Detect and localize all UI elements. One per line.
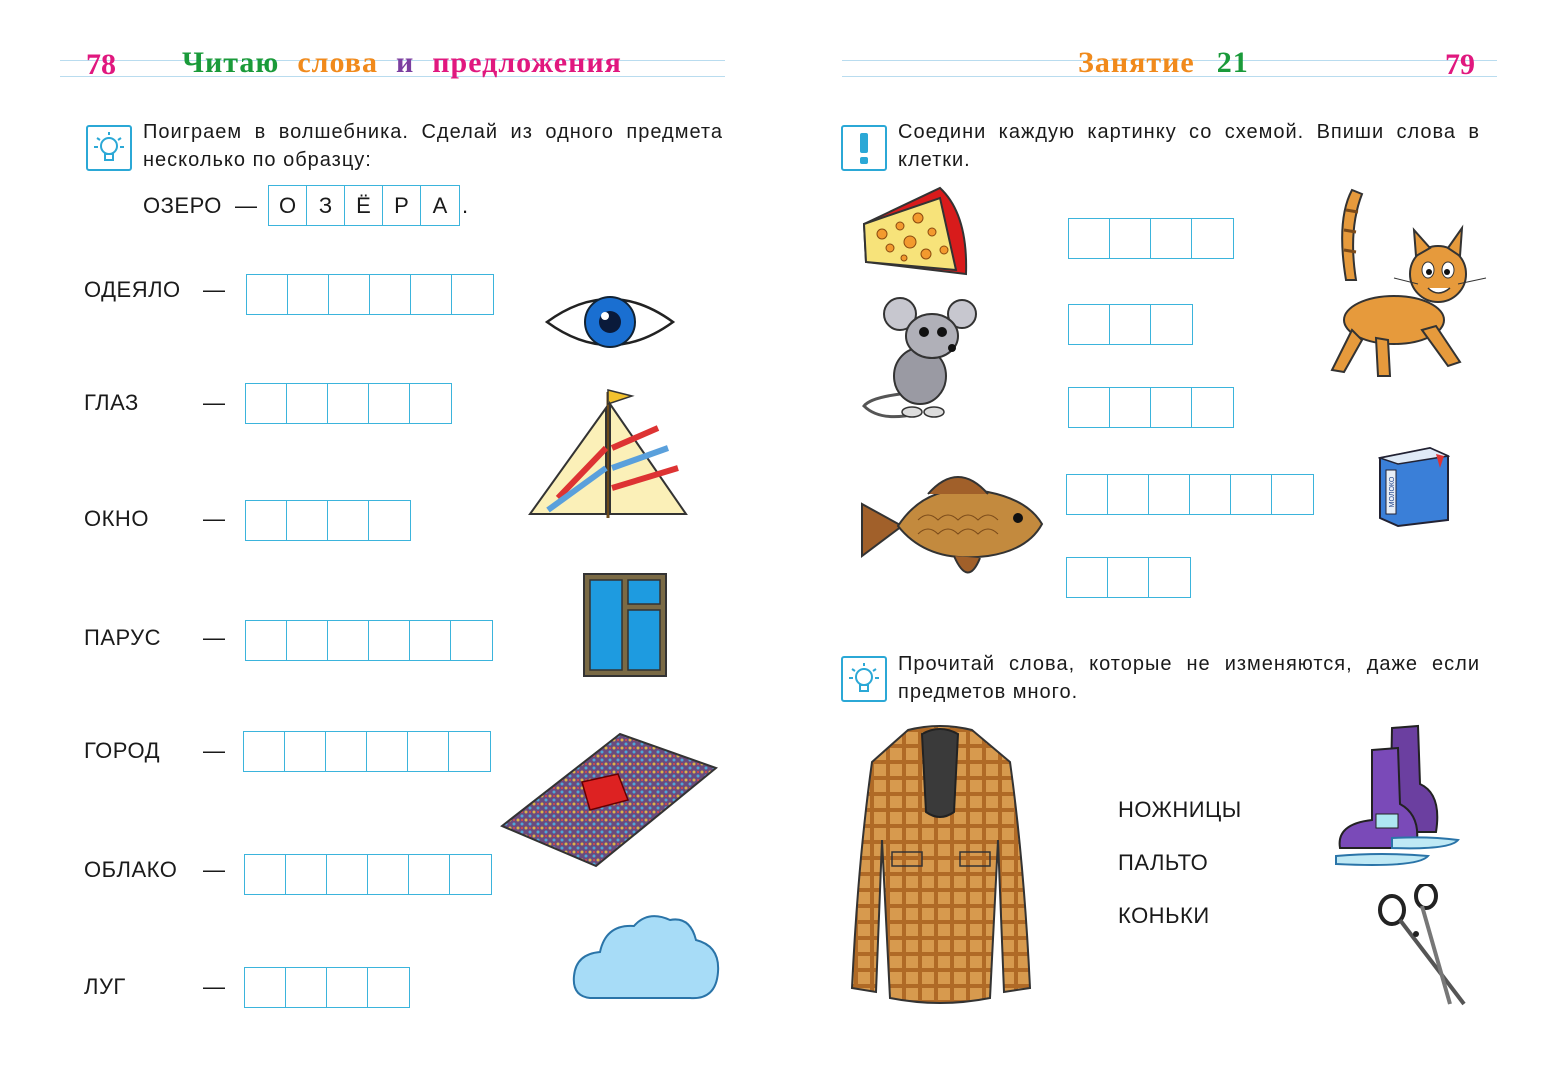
scheme-cell[interactable] xyxy=(1110,219,1151,258)
task-instruction: Поиграем в волшебника. Сделай из одного предмета несколько по образцу: xyxy=(143,121,723,171)
scheme-cell[interactable] xyxy=(1151,388,1192,427)
answer-cell[interactable] xyxy=(369,384,410,423)
example-letter: З xyxy=(307,186,345,225)
answer-cell[interactable] xyxy=(246,621,287,660)
row-word: ГОРОД xyxy=(84,738,161,763)
example-cells xyxy=(268,185,460,226)
answer-cell[interactable] xyxy=(408,732,449,771)
example-letter: А xyxy=(432,192,448,218)
answer-cell[interactable] xyxy=(328,501,369,540)
answer-cell[interactable] xyxy=(370,275,411,314)
sail-icon xyxy=(528,388,690,520)
answer-cell[interactable] xyxy=(449,732,490,771)
answer-cell[interactable] xyxy=(287,384,328,423)
scheme-cell[interactable] xyxy=(1149,475,1190,514)
answer-cell[interactable] xyxy=(327,968,368,1007)
window-icon xyxy=(582,572,668,678)
answer-cell[interactable] xyxy=(369,501,410,540)
row-dash: — xyxy=(203,277,225,302)
answer-cell[interactable] xyxy=(329,275,370,314)
scheme-cell[interactable] xyxy=(1151,305,1192,344)
scheme-cell[interactable] xyxy=(1069,305,1110,344)
row-dash: — xyxy=(203,390,225,415)
scheme-cells[interactable] xyxy=(1066,474,1314,515)
milk-carton-icon xyxy=(1378,440,1450,528)
answer-cell[interactable] xyxy=(327,855,368,894)
example-letter: Ё xyxy=(345,186,383,225)
row-word: ГЛАЗ xyxy=(84,390,139,415)
answer-cell[interactable] xyxy=(287,501,328,540)
fish-icon xyxy=(858,460,1046,590)
answer-cells[interactable] xyxy=(243,731,491,772)
example-letter: Р xyxy=(383,186,421,225)
lightbulb-icon xyxy=(86,125,132,171)
example-period: . xyxy=(462,193,469,218)
scheme-cell[interactable] xyxy=(1190,475,1231,514)
row-dash: — xyxy=(203,738,225,763)
answer-cell[interactable] xyxy=(326,732,367,771)
answer-cells[interactable] xyxy=(246,274,494,315)
answer-cell[interactable] xyxy=(328,621,369,660)
scheme-cell[interactable] xyxy=(1192,388,1233,427)
cat-icon xyxy=(1322,180,1490,380)
answer-cell[interactable] xyxy=(369,621,410,660)
answer-cell[interactable] xyxy=(244,732,285,771)
answer-cell[interactable] xyxy=(452,275,493,314)
row-word: ЛУГ xyxy=(84,974,126,999)
row-word: ОБЛАКО xyxy=(84,857,178,882)
coat-icon xyxy=(848,722,1034,1010)
word-2: ПАЛЬТО xyxy=(1118,850,1209,875)
example-letter: О xyxy=(269,186,307,225)
answer-cell[interactable] xyxy=(368,855,409,894)
page-number: 78 xyxy=(86,48,116,81)
scheme-cell[interactable] xyxy=(1149,558,1190,597)
example-word: ОЗЕРО xyxy=(143,193,222,218)
exclamation-icon xyxy=(841,125,887,171)
task-instruction-2: Прочитай слова, которые не изменяются, даже если предметов много. xyxy=(898,653,1480,703)
answer-cell[interactable] xyxy=(286,855,327,894)
scissors-icon xyxy=(1376,884,1472,1008)
scheme-cell[interactable] xyxy=(1069,388,1110,427)
scheme-cell[interactable] xyxy=(1151,219,1192,258)
answer-cell[interactable] xyxy=(287,621,328,660)
scheme-cell[interactable] xyxy=(1272,475,1313,514)
word-3: КОНЬКИ xyxy=(1118,903,1210,928)
row-dash: — xyxy=(203,625,225,650)
page-title xyxy=(182,46,622,80)
answer-cell[interactable] xyxy=(246,501,287,540)
word-1: НОЖНИЦЫ xyxy=(1118,797,1242,822)
answer-cells[interactable] xyxy=(244,854,492,895)
row-dash: — xyxy=(203,857,225,882)
scheme-cell[interactable] xyxy=(1108,558,1149,597)
page-number: 79 xyxy=(1445,48,1475,81)
answer-cell[interactable] xyxy=(246,384,287,423)
answer-cell[interactable] xyxy=(410,621,451,660)
answer-cell[interactable] xyxy=(411,275,452,314)
scheme-cells[interactable] xyxy=(1068,304,1193,345)
example-dash: — xyxy=(235,193,257,218)
answer-cell[interactable] xyxy=(409,855,450,894)
scheme-cell[interactable] xyxy=(1231,475,1272,514)
scheme-cell[interactable] xyxy=(1192,219,1233,258)
answer-cell[interactable] xyxy=(328,384,369,423)
lightbulb-icon xyxy=(841,656,887,702)
row-dash: — xyxy=(203,506,225,531)
row-word: ОДЕЯЛО xyxy=(84,277,181,302)
answer-cell[interactable] xyxy=(245,855,286,894)
scheme-cells[interactable] xyxy=(1066,557,1191,598)
row-word: ПАРУС xyxy=(84,625,162,650)
scheme-cell[interactable] xyxy=(1067,475,1108,514)
mouse-icon xyxy=(860,294,980,432)
milk-label: МОЛОКО xyxy=(1389,476,1396,508)
answer-cells[interactable] xyxy=(245,500,411,541)
scheme-cell[interactable] xyxy=(1069,219,1110,258)
scheme-cell[interactable] xyxy=(1108,475,1149,514)
cheese-icon xyxy=(860,184,970,276)
answer-cells[interactable] xyxy=(244,967,410,1008)
page-title xyxy=(1078,46,1249,80)
answer-cell[interactable] xyxy=(286,968,327,1007)
answer-cell[interactable] xyxy=(451,621,492,660)
title-word-2: 21 xyxy=(1216,46,1249,79)
scheme-cells[interactable] xyxy=(1068,387,1234,428)
answer-cell[interactable] xyxy=(367,732,408,771)
cloud-icon xyxy=(570,906,722,1004)
task-instruction: Соедини каждую картинку со схемой. Впиши слова в клетки. xyxy=(898,121,1480,171)
row-word: ОКНО xyxy=(84,506,149,531)
title-word-1: Читаю xyxy=(182,46,280,79)
title-word-3: и xyxy=(395,46,415,79)
answer-cells[interactable] xyxy=(245,383,452,424)
scheme-cell[interactable] xyxy=(1110,305,1151,344)
blanket-icon xyxy=(500,730,718,868)
answer-cell[interactable] xyxy=(368,968,409,1007)
scheme-cell[interactable] xyxy=(1067,558,1108,597)
answer-cell[interactable] xyxy=(285,732,326,771)
answer-cell[interactable] xyxy=(288,275,329,314)
eye-icon xyxy=(544,290,676,354)
skates-icon xyxy=(1332,724,1462,870)
answer-cell[interactable] xyxy=(245,968,286,1007)
scheme-cells[interactable] xyxy=(1068,218,1234,259)
answer-cell[interactable] xyxy=(247,275,288,314)
row-dash: — xyxy=(203,974,225,999)
answer-cells[interactable] xyxy=(245,620,493,661)
answer-cell[interactable] xyxy=(410,384,451,423)
answer-cell[interactable] xyxy=(450,855,491,894)
title-word-2: слова xyxy=(297,46,378,79)
scheme-cell[interactable] xyxy=(1110,388,1151,427)
title-word-4: предложения xyxy=(432,46,622,79)
title-word-1: Занятие xyxy=(1078,46,1195,79)
